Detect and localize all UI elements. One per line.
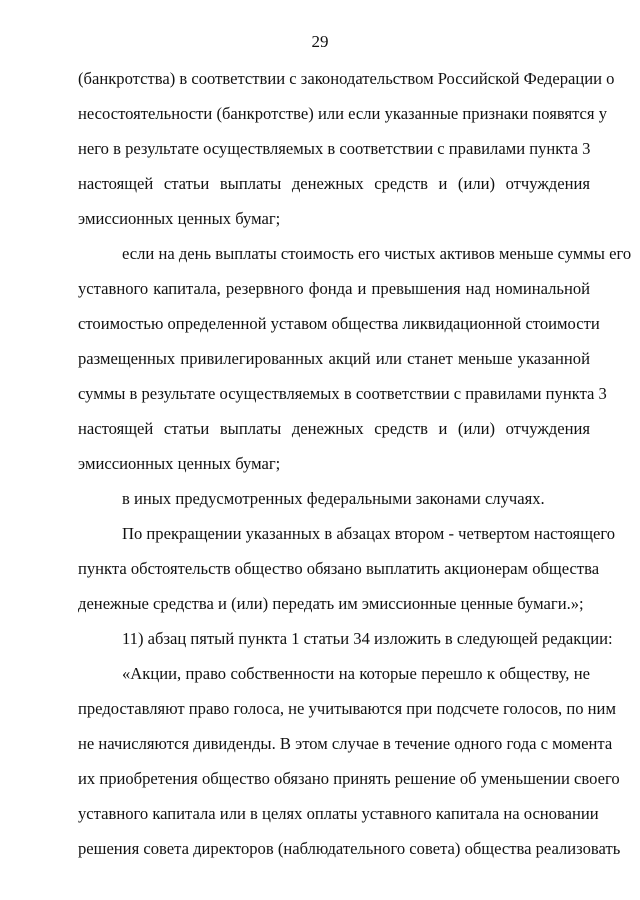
text-line: если на день выплаты стоимость его чистых активов меньше суммы его [122,244,632,263]
text-line: решения совета директоров (наблюдательного совета) общества реализовать [78,839,621,858]
page-number: 29 [311,32,329,51]
text-line: не начисляются дивиденды. В этом случае в течение одного года с момента [78,734,613,753]
text-line: денежные средства и (или) передать им эмиссионные ценные бумаги.»; [78,594,584,613]
text-line: По прекращении указанных в абзацах втором - четвертом настоящего [122,524,616,543]
text-line: эмиссионных ценных бумаг; [78,454,281,473]
text-line: него в результате осуществляемых в соответствии с правилами пункта 3 [78,139,591,158]
text-line: пункта обстоятельств общество обязано выплатить акционерам общества [78,559,600,578]
text-line: в иных предусмотренных федеральными законами случаях. [122,489,545,508]
text-line: «Акции, право собственности на которые перешло к обществу, не [122,664,590,683]
paragraph [78,481,590,516]
text-line: суммы в результате осуществляемых в соответствии с правилами пункта 3 [78,384,607,403]
paragraph [78,236,632,481]
text-line: уставного капитала, резервного фонда и превышения над номинальной [78,279,590,298]
paragraph [78,61,615,236]
document-body [78,61,632,866]
text-line: предоставляют право голоса, не учитываются при подсчете голосов, по ним [78,699,616,718]
text-line: эмиссионных ценных бумаг; [78,209,281,228]
paragraph [78,656,621,866]
text-line: 11) абзац пятый пункта 1 статьи 34 изложить в следующей редакции: [122,629,613,648]
text-line: настоящей статьи выплаты денежных средств и (или) отчуждения [78,174,590,193]
text-line: уставного капитала или в целях оплаты уставного капитала на основании [78,804,599,823]
text-line: их приобретения общество обязано принять решение об уменьшении своего [78,769,620,788]
text-line: настоящей статьи выплаты денежных средств и (или) отчуждения [78,419,590,438]
text-line: несостоятельности (банкротстве) или если указанные признаки появятся у [78,104,607,123]
paragraph [78,621,613,656]
paragraph [78,516,616,621]
text-line: размещенных привилегированных акций или станет меньше указанной [78,349,590,368]
text-line: (банкротства) в соответствии с законодательством Российской Федерации о [78,69,615,88]
text-line: стоимостью определенной уставом общества ликвидационной стоимости [78,314,600,333]
